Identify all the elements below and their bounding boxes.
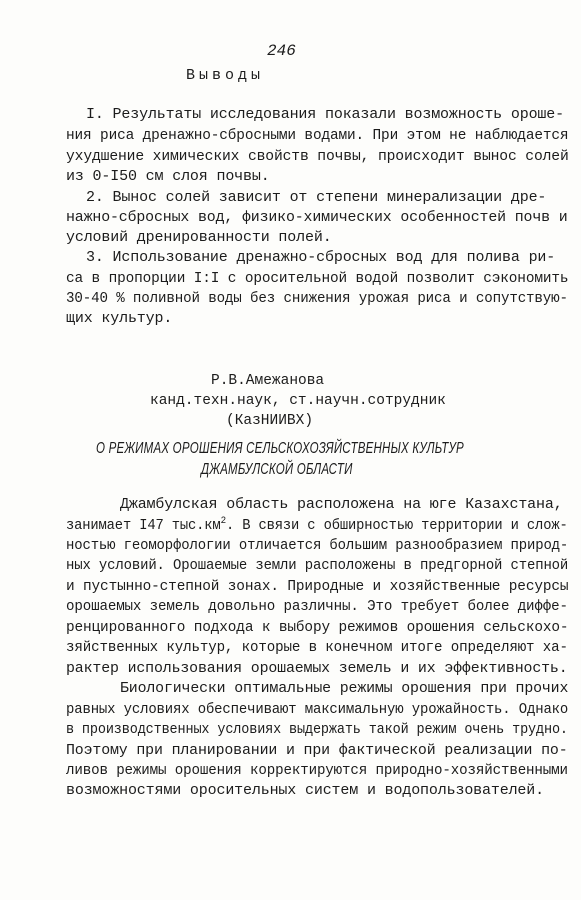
article-line: равных условиях обеспечивают максимальную урожайность. Однако [66,701,569,718]
article-line-with-superscript [66,517,568,535]
author-institution: (КазНИИВХ) [226,413,314,429]
text-segment: занимает I47 тыс.км [66,517,221,534]
conclusions-line: нажно-сбросных вод, физико-химических особенностей почв и [66,209,568,226]
author-position: канд.техн.наук, ст.научн.сотрудник [150,393,446,409]
conclusions-line: из 0-I50 см слоя почвы. [66,168,270,185]
conclusions-line: 2. Вынос солей зависит от степени минерализации дре- [86,189,547,206]
article-line: и пустынно-степной зонах. Природные и хозяйственные ресурсы [66,578,569,595]
article-line: зяйственных культур, которые в конечном итоге определяют ха- [66,639,568,656]
article-line: ных условий. Орошаемые земли расположены в предгорной степной [66,557,569,574]
superscript: 2 [220,516,226,527]
article-line: ливов режимы орошения корректируются природно-хозяйственными [66,762,568,779]
article-title-line-2: ДЖАМБУЛСКОЙ ОБЛАСТИ [201,461,353,478]
author-name: Р.В.Амежанова [211,373,325,389]
conclusions-heading: Выводы [186,67,265,84]
conclusions-line: I. Результаты исследования показали возможность ороше- [86,106,564,123]
article-line: орошаемых земель довольно различны. Это требует более диффе- [66,598,568,615]
conclusions-line: щих культур. [66,310,173,327]
article-line: ренцированного подхода к выбору режимов орошения сельскохо- [66,619,569,636]
conclusions-line: са в пропорции I:I с оросительной водой позволит сэкономить [66,270,569,287]
article-line: ностью геоморфологии отличается большим разнообразием природ- [66,537,569,554]
article-line: рактер использования орошаемых земель и их эффективность. [66,660,568,677]
article-line: Джамбулская область расположена на юге Казахстана, [120,496,563,513]
conclusions-line: ния риса дренажно-сбросными водами. При этом не наблюдается [66,127,569,144]
conclusions-line: 3. Использование дренажно-сбросных вод для полива ри- [86,249,556,266]
article-line: возможностями оросительных систем и водопользователей. [66,782,544,799]
article-line: Биологически оптимальные режимы орошения при прочих [120,680,569,697]
page-number: 246 [267,42,296,60]
conclusions-line: условий дренированности полей. [66,229,332,246]
article-line: Поэтому при планировании и при фактической реализации по- [66,742,568,759]
text-segment: . В связи с обширностью территории и слож- [225,517,568,534]
article-line: в производственных условиях выдержать такой режим очень трудно. [66,721,568,738]
conclusions-line: ухудшение химических свойств почвы, происходит вынос солей [66,148,569,165]
article-title-line-1: О РЕЖИМАХ ОРОШЕНИЯ СЕЛЬСКОХОЗЯЙСТВЕННЫХ КУЛЬТУР [96,440,464,457]
conclusions-line: 30-40 % поливной воды без снижения урожая риса и сопутствую- [66,290,568,307]
